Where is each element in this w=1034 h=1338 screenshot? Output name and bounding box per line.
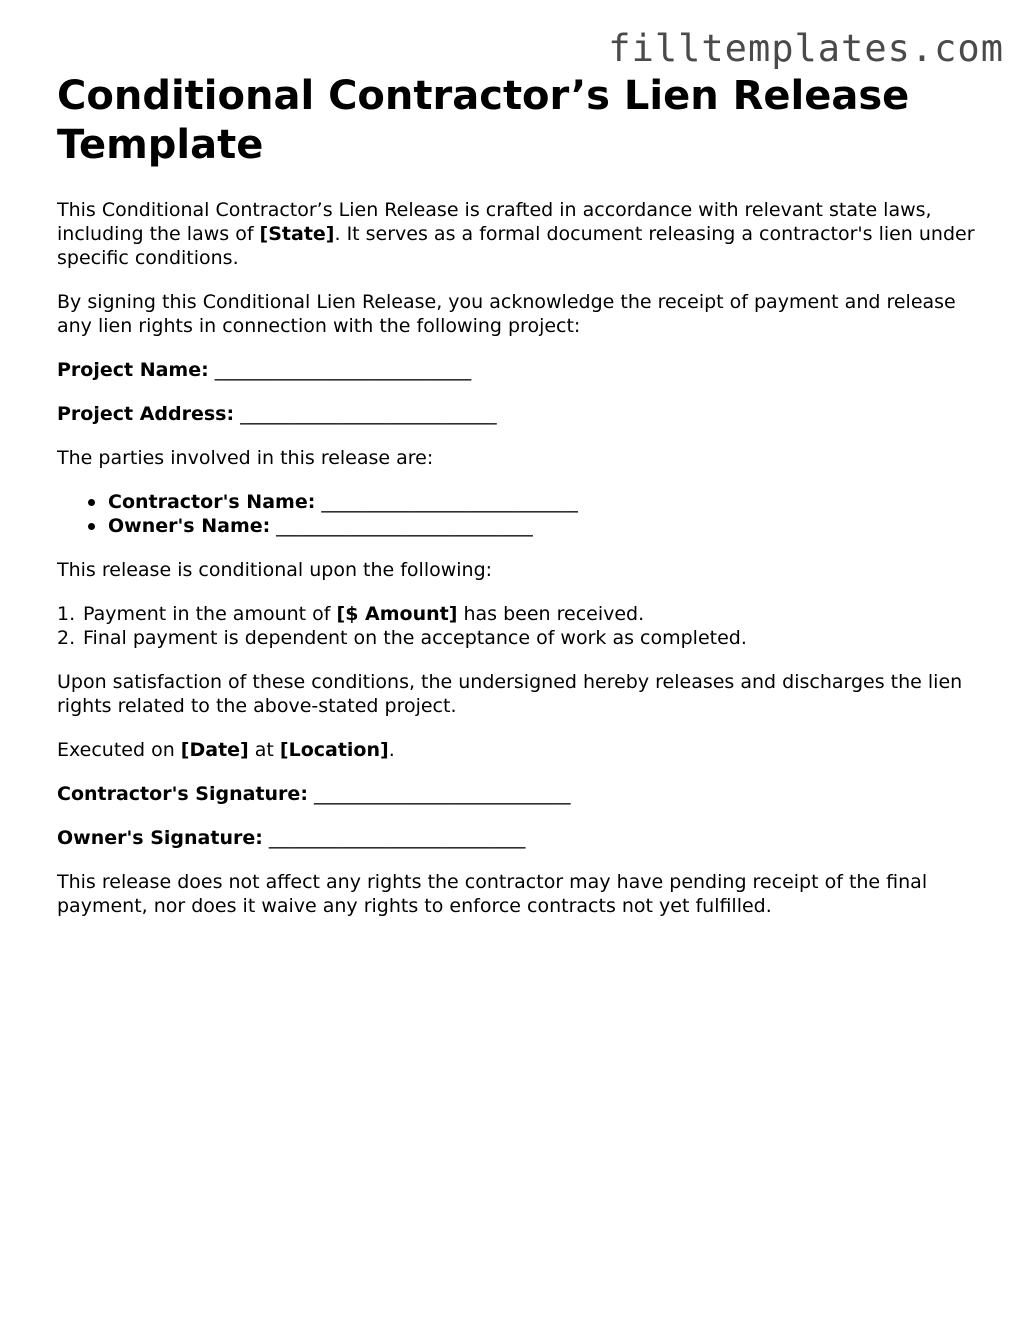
owner-signature-label: Owner's Signature:	[57, 827, 263, 849]
list-item	[57, 602, 987, 626]
site-watermark: filltemplates.com	[608, 27, 1004, 70]
executed-text-3: .	[388, 739, 395, 761]
project-address-field	[57, 402, 987, 426]
location-placeholder: [Location]	[279, 739, 389, 761]
closing-paragraph: This release does not affect any rights the contractor may have pending receipt of the final payment, nor does it waive any rights to enforce contracts not yet fulfilled.	[57, 871, 928, 917]
project-name-field	[57, 358, 987, 382]
owner-signature-blank: ___________________________	[268, 827, 526, 849]
project-address-label: Project Address:	[57, 403, 235, 425]
contractor-signature-label: Contractor's Signature:	[57, 783, 308, 805]
condition-text: Final payment is dependent on the acceptance of work as completed.	[83, 627, 747, 649]
document-title: Conditional Contractor’s Lien Release Template	[57, 73, 910, 168]
owner-name-blank: ___________________________	[276, 515, 533, 537]
acknowledgment-paragraph: By signing this Conditional Lien Release, you acknowledge the receipt of payment and release any lien rights in connection with the following project:	[57, 291, 956, 337]
list-item	[57, 626, 987, 650]
condition-number: 2.	[57, 627, 76, 649]
owner-signature-field	[57, 826, 987, 850]
condition-text-2: has been received.	[457, 603, 645, 625]
intro-text-1: This Conditional Contractor’s Lien Release is crafted in accordance with relevant state laws, including the laws of	[57, 199, 932, 245]
parties-intro: The parties involved in this release are:	[57, 447, 434, 469]
parties-list	[57, 490, 987, 538]
intro-paragraph	[57, 198, 987, 270]
conditions-list	[57, 602, 987, 650]
project-address-blank: ___________________________	[240, 403, 497, 425]
contractor-name-label: Contractor's Name:	[108, 491, 316, 513]
list-item	[108, 490, 987, 514]
condition-text-1: Payment in the amount of	[83, 603, 337, 625]
project-name-blank: ___________________________	[214, 359, 472, 381]
owner-name-label: Owner's Name:	[108, 515, 271, 537]
conditions-intro: This release is conditional upon the following:	[57, 559, 493, 581]
date-placeholder: [Date]	[180, 739, 249, 761]
contractor-signature-blank: ___________________________	[313, 783, 571, 805]
executed-text-2: at	[248, 739, 280, 761]
amount-placeholder: [$ Amount]	[336, 603, 458, 625]
intro-text-2: . It serves as a formal document releasing a contractor's lien under specific conditions.	[57, 223, 975, 269]
satisfaction-paragraph: Upon satisfaction of these conditions, the undersigned hereby releases and discharges the lien rights related to the above-stated project.	[57, 671, 963, 717]
contractor-signature-field	[57, 782, 987, 806]
list-item	[108, 514, 987, 538]
executed-line	[57, 738, 987, 762]
condition-number: 1.	[57, 603, 76, 625]
executed-text-1: Executed on	[57, 739, 181, 761]
state-placeholder: [State]	[259, 223, 335, 245]
project-name-label: Project Name:	[57, 359, 209, 381]
contractor-name-blank: ___________________________	[321, 491, 578, 513]
document-page	[57, 72, 987, 938]
